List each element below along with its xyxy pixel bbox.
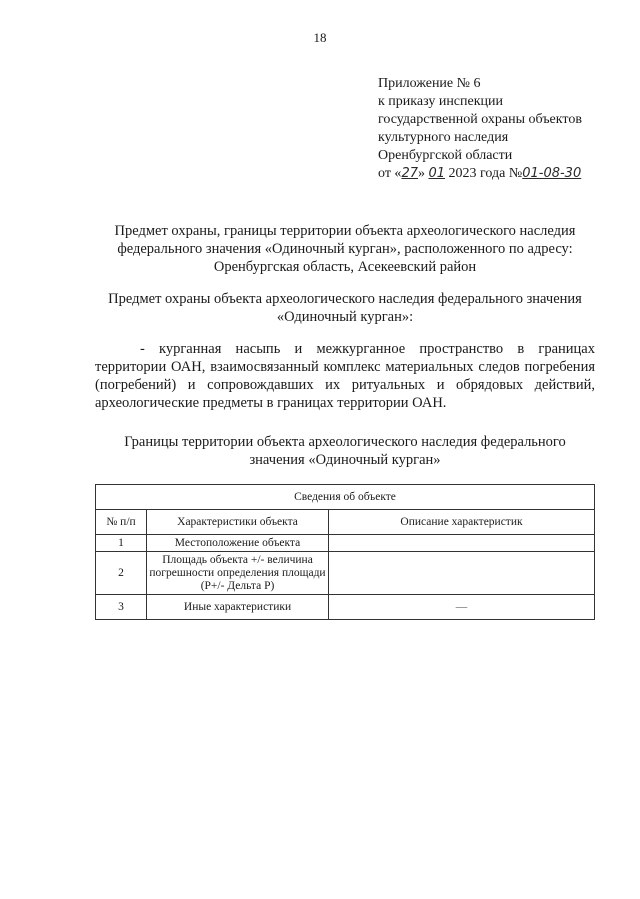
order-number-handwritten: 01-08-30 xyxy=(522,166,582,181)
row-description xyxy=(329,535,595,552)
table-caption: Сведения об объекте xyxy=(96,485,595,510)
object-info-table xyxy=(95,484,595,620)
row-characteristic: Площадь объекта +/- величина погрешности определения площади (P+/- Дельта P) xyxy=(147,552,329,595)
document-title: Предмет охраны, границы территории объекта археологического наследия федерального значения «Одиночный курган», расположенного по адресу: Оренбургская область, Асекеевский район xyxy=(114,223,576,275)
subject-heading: Предмет охраны объекта археологического наследия федерального значения «Одиночный курган»: xyxy=(108,291,582,325)
page-number: 18 xyxy=(313,30,327,45)
row-num: 2 xyxy=(96,552,147,595)
date-prefix: от « xyxy=(378,166,402,181)
subject-description: - курганная насыпь и межкурганное пространство в границах территории ОАН, взаимосвязанный комплекс материальных следов погребения (погребений) и сопровождавших их ритуальных и обрядовых действий, археологические предметы в границах территории ОАН. xyxy=(95,341,595,411)
date-year-text: 2023 года № xyxy=(448,166,523,181)
table-row xyxy=(96,535,595,552)
appendix-line: к приказу инспекции xyxy=(378,94,504,109)
order-date-line xyxy=(378,165,628,183)
date-month-handwritten: 01 xyxy=(428,166,446,181)
table-header-description: Описание характеристик xyxy=(329,510,595,535)
table-row xyxy=(96,552,595,595)
appendix-line: Приложение № 6 xyxy=(378,76,481,91)
row-num: 3 xyxy=(96,595,147,620)
row-characteristic: Местоположение объекта xyxy=(147,535,329,552)
appendix-line: культурного наследия xyxy=(378,130,509,145)
date-day-handwritten: 27 xyxy=(401,166,418,181)
date-quote-close: » xyxy=(417,166,425,181)
appendix-header xyxy=(378,75,628,183)
appendix-line: Оренбургской области xyxy=(378,148,513,163)
table-header-characteristic: Характеристики объекта xyxy=(147,510,329,535)
row-num: 1 xyxy=(96,535,147,552)
appendix-line: государственной охраны объектов xyxy=(378,112,582,127)
boundaries-heading: Границы территории объекта археологического наследия федерального значения «Одиночный курган» xyxy=(124,434,566,468)
row-description: — xyxy=(329,595,595,620)
table-header-num: № п/п xyxy=(96,510,147,535)
row-characteristic: Иные характеристики xyxy=(147,595,329,620)
table-row xyxy=(96,595,595,620)
row-description xyxy=(329,552,595,595)
